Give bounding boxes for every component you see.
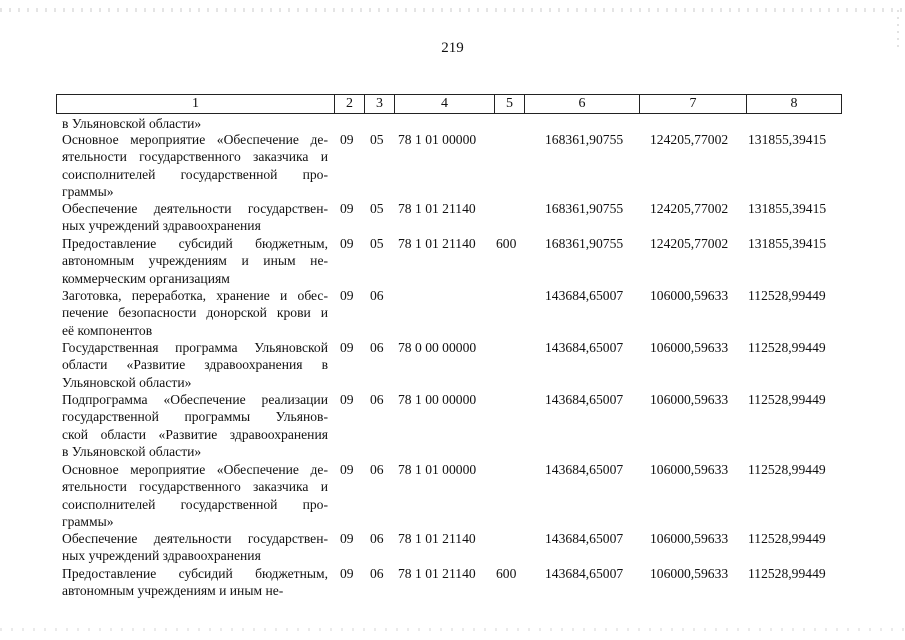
cell-c6: 143684,65007 (545, 462, 624, 477)
cell-c8: 112528,99449 (748, 531, 826, 546)
cell-c6: 168361,90755 (545, 132, 624, 147)
row-name-line: соисполнителей государственной про- (62, 496, 328, 512)
row-name-line: Заготовка, переработка, хранение и обес- (62, 288, 328, 303)
row-name-line: Обеспечение деятельности государствен- (62, 201, 328, 216)
cell-c2: 09 (340, 288, 354, 303)
row-name-line: в Ульяновской области» (62, 443, 202, 459)
header-cell-1: 1 (192, 96, 199, 111)
row-name-line: ятельности государственного заказчика и (62, 479, 328, 495)
row-name-line: граммы» (62, 513, 114, 529)
header-cell-7: 7 (639, 95, 746, 113)
row-name-line: ных учреждений здравоохранения (62, 548, 261, 564)
cell-c2: 09 (340, 340, 354, 355)
cell-c7: 106000,59633 (650, 566, 729, 581)
cell-c2: 09 (340, 531, 354, 546)
row-name-line: ятельности государственного заказчика и (62, 149, 328, 165)
cell-c2: 09 (340, 566, 354, 581)
cell-c5: 600 (496, 566, 517, 581)
cell-c4: 78 1 01 21140 (398, 566, 476, 581)
row-name-line: коммерческим организациям (62, 270, 230, 286)
header-cell-3: 3 (364, 95, 394, 113)
cell-c4: 78 1 00 00000 (398, 392, 477, 407)
cell-c3: 06 (370, 531, 384, 546)
cell-c8: 112528,99449 (748, 340, 826, 355)
cell-c3: 06 (370, 462, 384, 477)
scan-artifact-bottom (0, 628, 905, 631)
row-name-line: Ульяновской области» (62, 374, 192, 390)
cell-c2: 09 (340, 236, 354, 251)
cell-c8: 131855,39415 (748, 201, 827, 216)
cell-c6: 168361,90755 (545, 201, 624, 216)
row-name-line: в Ульяновской области» (62, 116, 202, 131)
cell-c6: 143684,65007 (545, 531, 624, 546)
row-name-line: соисполнителей государственной про- (62, 166, 328, 182)
header-cell-8: 8 (746, 95, 841, 113)
header-cell-2: 2 (334, 95, 364, 113)
row-name (62, 461, 328, 530)
row-name (62, 391, 328, 460)
cell-c6: 143684,65007 (545, 392, 624, 407)
cell-c3: 06 (370, 288, 384, 303)
row-name-line: Государственная программа Ульяновской (62, 340, 328, 355)
row-name (62, 339, 328, 391)
cell-c7: 106000,59633 (650, 340, 729, 355)
row-name (62, 200, 328, 235)
row-name-line: ской области «Развитие здравоохранения (62, 426, 328, 442)
cell-c8: 131855,39415 (748, 132, 827, 147)
row-name-line: граммы» (62, 183, 114, 199)
row-name-line: автономным учреждениям и иным не- (62, 253, 328, 269)
cell-c4: 78 1 01 21140 (398, 236, 476, 251)
cell-c4: 78 0 00 00000 (398, 340, 477, 355)
cell-c7: 124205,77002 (650, 236, 729, 251)
row-name (62, 530, 328, 565)
cell-c6: 168361,90755 (545, 236, 624, 251)
cell-c3: 06 (370, 340, 384, 355)
row-name-line: Обеспечение деятельности государствен- (62, 531, 328, 546)
cell-c7: 106000,59633 (650, 531, 729, 546)
cell-c7: 106000,59633 (650, 462, 729, 477)
cell-c3: 05 (370, 132, 384, 147)
cell-c6: 143684,65007 (545, 566, 624, 581)
header-cell-4: 4 (394, 95, 494, 113)
cell-c8: 112528,99449 (748, 288, 826, 303)
row-name-line: государственной программы Ульянов- (62, 409, 328, 425)
row-name-line: Предоставление субсидий бюджетным, (62, 236, 328, 251)
cell-c3: 05 (370, 201, 384, 216)
row-name-line: Предоставление субсидий бюджетным, (62, 566, 328, 581)
cell-c6: 143684,65007 (545, 288, 624, 303)
cell-c8: 112528,99449 (748, 392, 826, 407)
cell-c7: 106000,59633 (650, 288, 729, 303)
scan-artifact-top (0, 8, 905, 12)
cell-c3: 06 (370, 566, 384, 581)
cell-c5: 600 (496, 236, 517, 251)
row-name-line: Основное мероприятие «Обеспечение де- (62, 132, 328, 147)
table-header (56, 94, 842, 114)
cell-c3: 05 (370, 236, 384, 251)
row-name-line: ных учреждений здравоохранения (62, 218, 261, 234)
row-name (62, 565, 328, 600)
cell-c8: 112528,99449 (748, 462, 826, 477)
cell-c4: 78 1 01 21140 (398, 531, 476, 546)
page-number: 219 (441, 40, 464, 56)
cell-c2: 09 (340, 132, 354, 147)
row-name (62, 235, 328, 287)
row-name-line: автономным учреждениям и иным не- (62, 583, 284, 599)
cell-c8: 112528,99449 (748, 566, 826, 581)
header-cell-6: 6 (524, 95, 639, 113)
cell-c7: 124205,77002 (650, 201, 729, 216)
cell-c4: 78 1 01 00000 (398, 132, 477, 147)
row-name-line: печение безопасности донорской крови и (62, 305, 328, 321)
row-name-line: её компонентов (62, 322, 153, 338)
row-name-line: области «Развитие здравоохранения в (62, 357, 328, 373)
row-name (62, 287, 328, 339)
cell-c8: 131855,39415 (748, 236, 827, 251)
cell-c7: 124205,77002 (650, 132, 729, 147)
cell-c7: 106000,59633 (650, 392, 729, 407)
row-name-line: Основное мероприятие «Обеспечение де- (62, 462, 328, 477)
cell-c2: 09 (340, 392, 354, 407)
header-cell-5: 5 (494, 95, 524, 113)
cell-c2: 09 (340, 462, 354, 477)
row-name-line: Подпрограмма «Обеспечение реализации (62, 392, 328, 407)
cell-c4: 78 1 01 21140 (398, 201, 476, 216)
row-name (62, 131, 328, 200)
cell-c2: 09 (340, 201, 354, 216)
cell-c3: 06 (370, 392, 384, 407)
row-name (62, 115, 328, 132)
cell-c6: 143684,65007 (545, 340, 624, 355)
cell-c4: 78 1 01 00000 (398, 462, 477, 477)
